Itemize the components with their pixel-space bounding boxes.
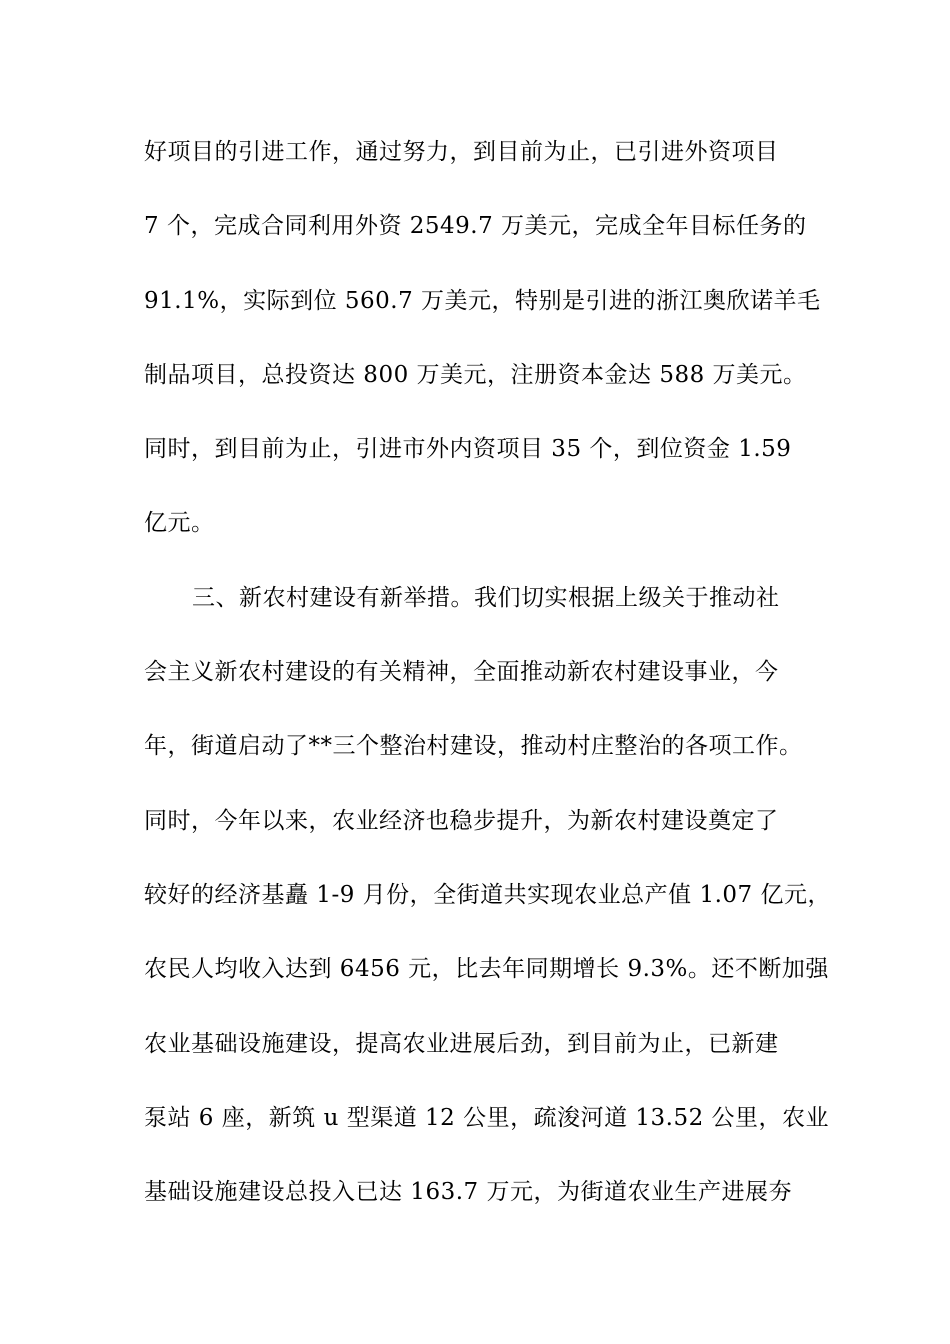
text-line-13: 农业基础设施建设，提高农业进展后劲，到目前为止，已新建 (144, 1030, 779, 1057)
text-line-9: 年，街道启动了**三个整治村建设，推动村庄整治的各项工作。 (144, 733, 803, 760)
text-line-3: 91.1%，实际到位 560.7 万美元，特别是引进的浙江奥欣诺羊毛 (144, 287, 821, 314)
text-line-14: 泵站 6 座，新筑 u 型渠道 12 公里，疏浚河道 13.52 公里，农业 (144, 1104, 830, 1131)
text-line-6: 亿元。 (144, 510, 215, 537)
text-line-5: 同时，到目前为止，引进市外内资项目 35 个，到位资金 1.59 (144, 436, 792, 463)
text-line-4: 制品项目，总投资达 800 万美元，注册资本金达 588 万美元。 (144, 361, 807, 388)
text-line-10: 同时，今年以来，农业经济也稳步提升，为新农村建设奠定了 (144, 807, 779, 834)
text-line-12: 农民人均收入达到 6456 元，比去年同期增长 9.3%。还不断加强 (144, 956, 829, 983)
section-heading-line: 三、新农村建设有新举措。我们切实根据上级关于推动社 (192, 584, 780, 611)
text-line-2: 7 个，完成合同利用外资 2549.7 万美元，完成全年目标任务的 (144, 213, 807, 240)
text-line-1: 好项目的引进工作，通过努力，到目前为止，已引进外资项目 (144, 139, 779, 165)
body-text (144, 132, 831, 1246)
text-line-8: 会主义新农村建设的有关精神，全面推动新农村建设事业，今 (144, 659, 779, 686)
text-line-11: 较好的经济基矗 1-9 月份，全街道共实现农业总产值 1.07 亿元， (144, 881, 831, 908)
text-line-15: 基础设施建设总投入已达 163.7 万元，为街道农业生产进展夯 (144, 1179, 792, 1206)
